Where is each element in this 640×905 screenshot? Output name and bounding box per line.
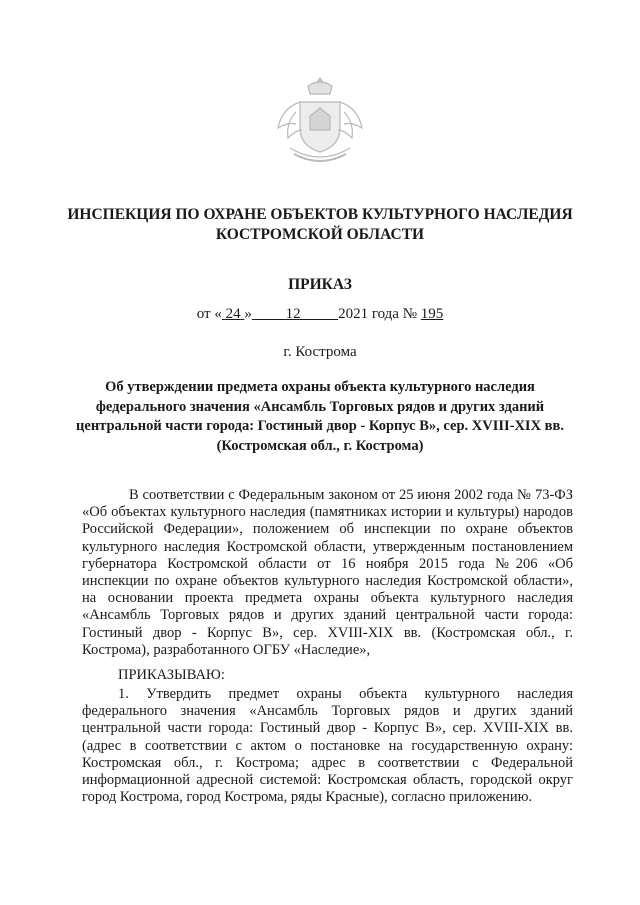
- order-date-number: [0, 306, 640, 323]
- city: г. Кострома: [283, 344, 357, 360]
- order-subject: Об утверждении предмета охраны объекта культурного наследия федерального значения «Ансамбль Торговых рядов и других зданий центральной части города: Гостиный двор - Корпус В», сер. XVIII-XIX вв. (Костромская обл., г. Кострома): [76, 379, 564, 454]
- order-month: [252, 306, 338, 322]
- order-day: [222, 306, 245, 322]
- order-day-value: 24: [225, 306, 241, 322]
- order-mid: »: [244, 306, 252, 322]
- order-month-value: 12: [285, 306, 301, 322]
- organization-name: ИНСПЕКЦИЯ ПО ОХРАНЕ ОБЪЕКТОВ КУЛЬТУРНОГО НАСЛЕДИЯ КОСТРОМСКОЙ ОБЛАСТИ: [67, 206, 573, 243]
- command-word: ПРИКАЗЫВАЮ:: [118, 667, 225, 683]
- order-prefix: от «: [196, 306, 222, 322]
- preamble-paragraph: В соответствии с Федеральным законом от 25 июня 2002 года № 73-ФЗ «Об объектах культурного наследия (памятниках истории и культуры) народов Российской Федерации», положением об инспекции по охране объектов культурного наследия Костромской области, утвержденным постановлением губернатора Костромской области от 16 ноября 2015 года №206 «Об инспекции по охране объектов культурного наследия Костромской области», на основании проекта предмета охраны объекта культурного наследия «Ансамбль Торговых рядов и других зданий центральной части города: Гостиный двор - Корпус В», сер. XVIII-XIX вв. (Костромская обл., г. Кострома), разработанного ОГБУ «Наследие»,: [82, 487, 573, 658]
- document-title: ПРИКАЗ: [288, 276, 352, 293]
- coat-of-arms-emblem: [270, 72, 370, 172]
- order-year: 2021 года №: [338, 306, 418, 322]
- order-number: 195: [420, 306, 444, 322]
- item-1-paragraph: 1. Утвердить предмет охраны объекта культурного наследия федерального значения «Ансамбль Торговых рядов и других зданий центральной части города: Гостиный двор - Корпус В», сер. XVIII-XIX вв. (адрес в соответствии с актом о постановке на государственную охрану: Костромская обл., г. Кострома; адрес в соответствии с Федеральной информационной адресной системой: Костромская область, городской округ город Кострома, город Кострома, ряды Красные), согласно приложению.: [82, 686, 573, 806]
